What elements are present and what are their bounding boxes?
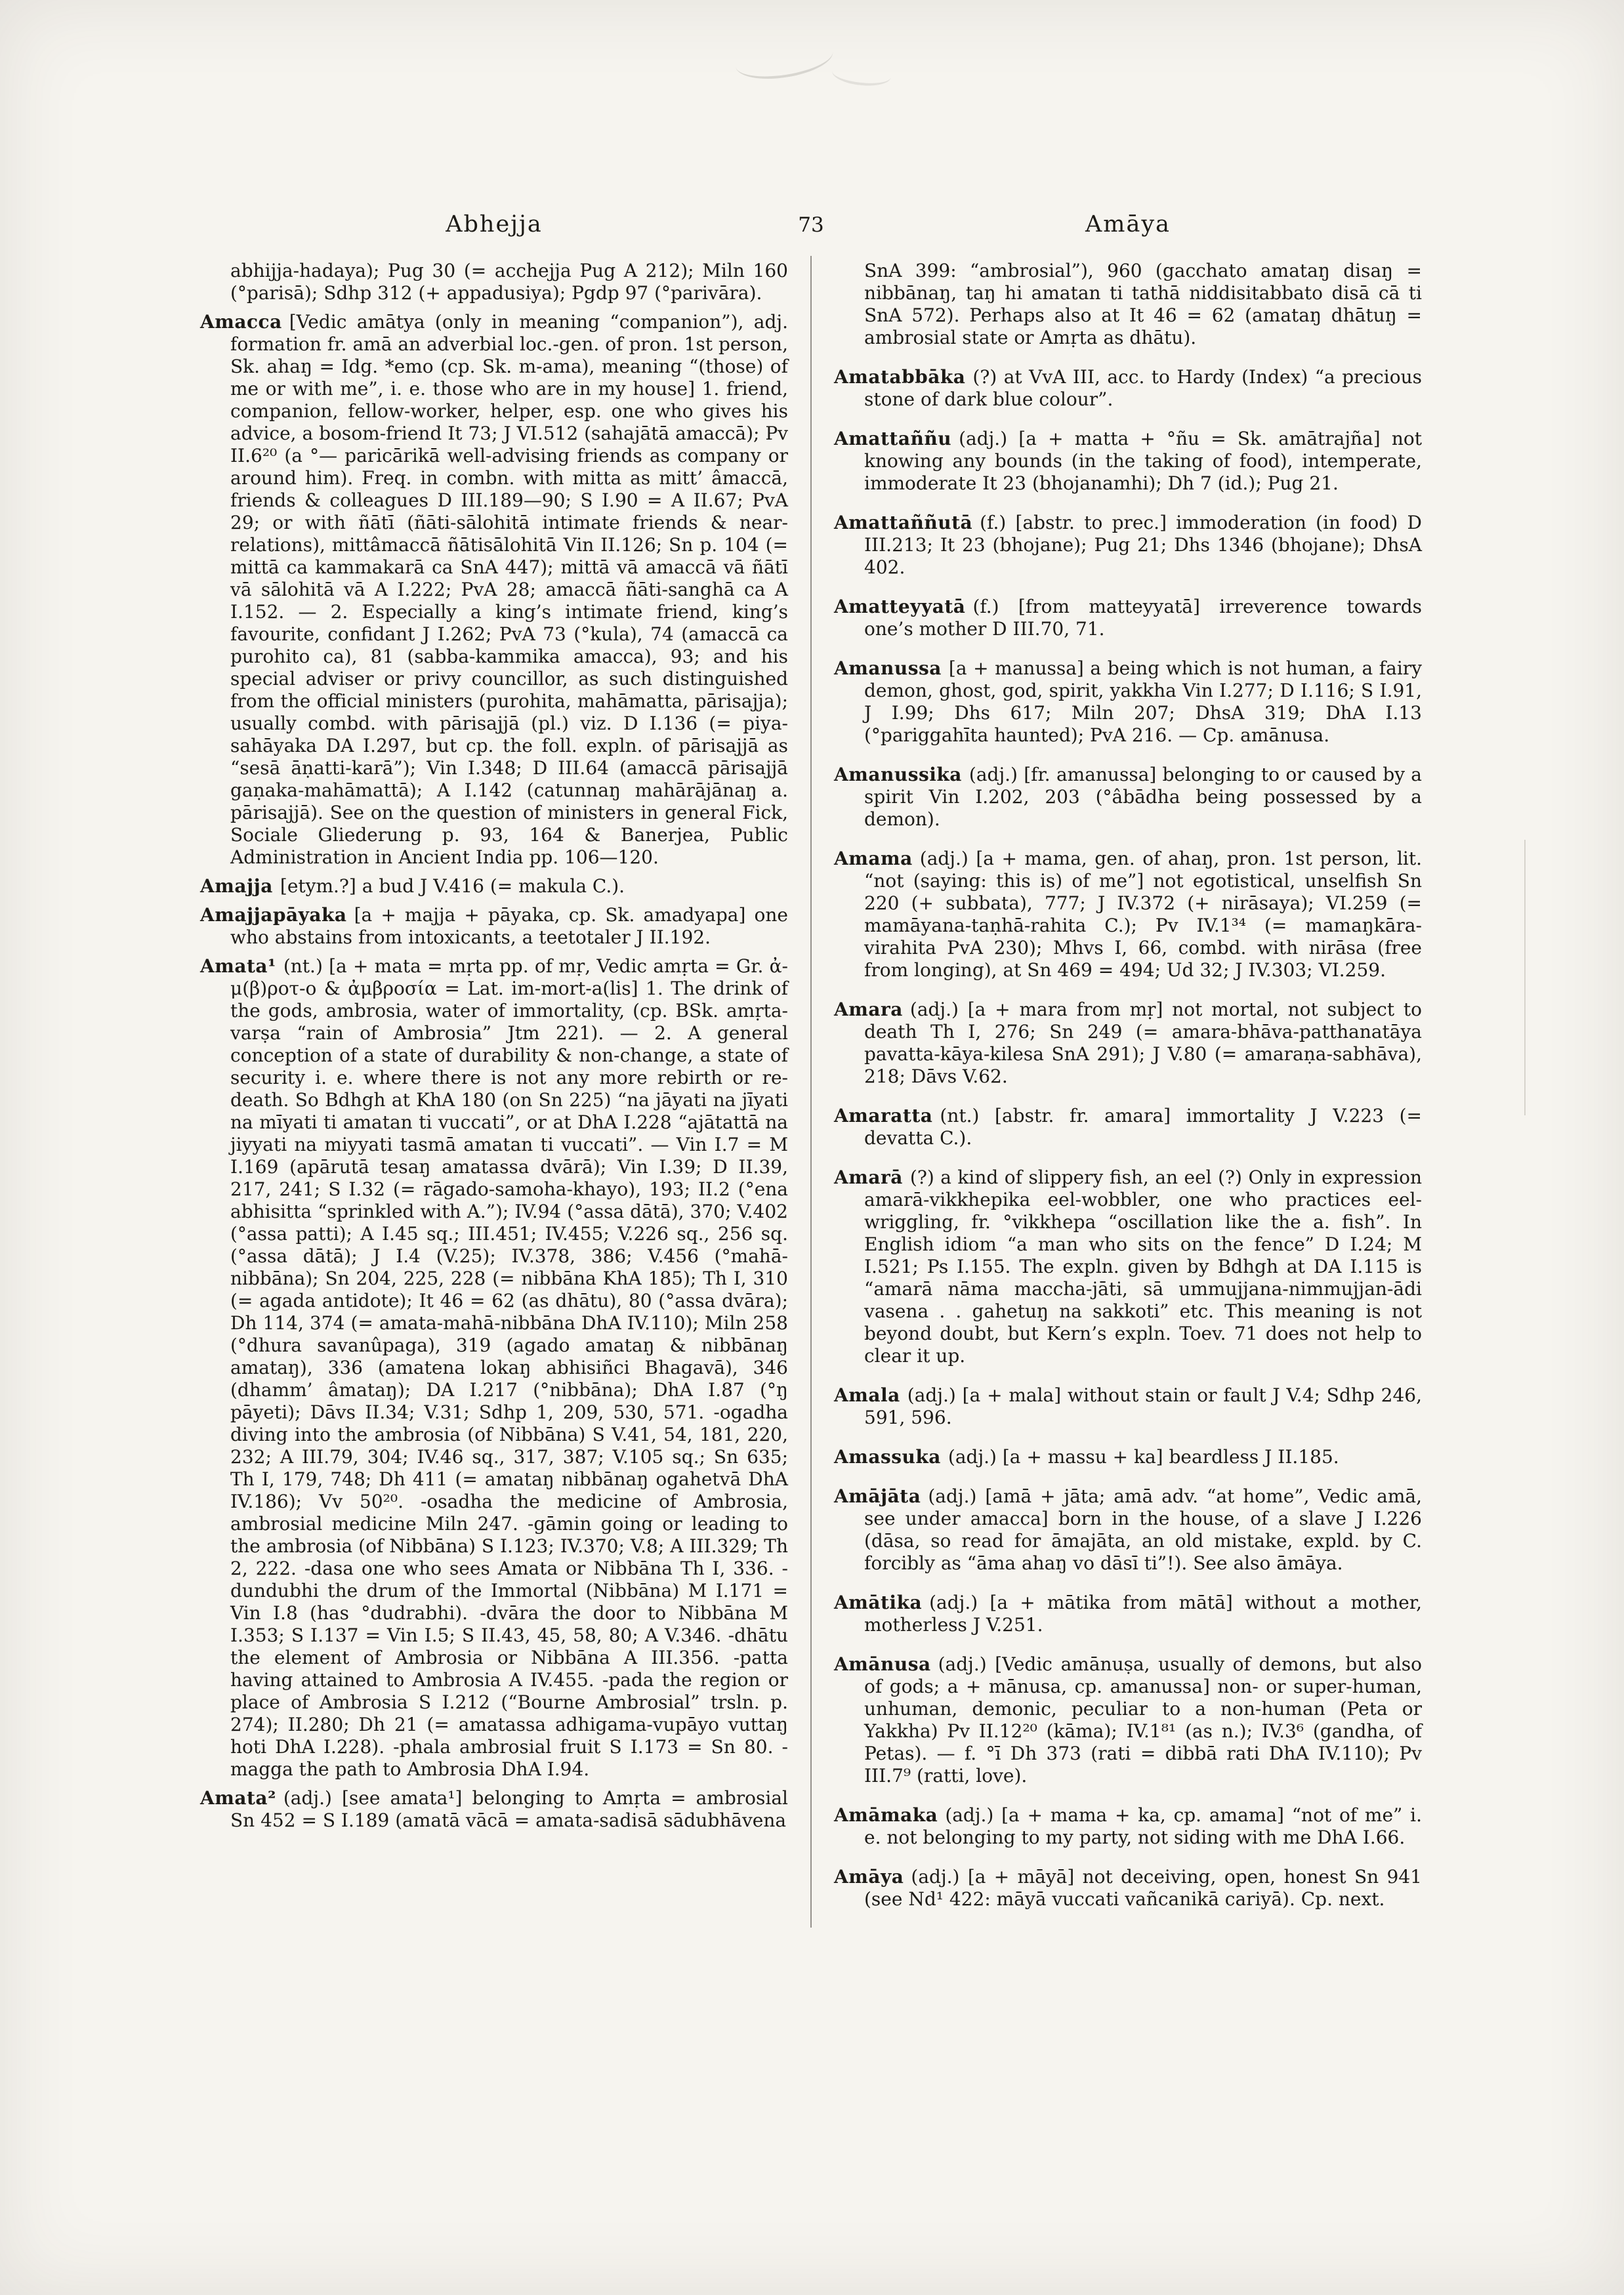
- entry-headword: Amānusa: [834, 1653, 931, 1675]
- dictionary-entry: [200, 260, 788, 304]
- entry-body: (adj.) [a + māyā] not deceiving, open, honest Sn 941 (see Nd¹ 422: māyā vuccati vañcanikā cariyā). Cp. next.: [864, 1866, 1422, 1910]
- entry-headword: Amala: [834, 1384, 900, 1406]
- dictionary-entry: [834, 1653, 1422, 1787]
- pencil-mark-artifact: [831, 60, 892, 88]
- entry-body: (adj.) [a + mama + ka, cp. amama] “not of me” i. e. not belonging to my party, not siding with me DhA I.66.: [864, 1804, 1422, 1848]
- entry-body: [a + manussa] a being which is not human, a fairy demon, ghost, god, spirit, yakkha Vin I.277; D I.116; S I.91, J I.99; Dhs 617; Miln 207; DhsA 319; DhA I.13 (°pariggahīta haunted); PvA 216. — Cp. amānusa.: [864, 657, 1422, 746]
- entry-body: (?) at VvA III, acc. to Hardy (Index) “a precious stone of dark blue colour”.: [864, 366, 1422, 410]
- entry-body: (nt.) [abstr. fr. amara] immortality J V.223 (= devatta C.).: [864, 1105, 1422, 1149]
- entry-headword: Amāmaka: [834, 1804, 938, 1826]
- entry-body: (adj.) [fr. amanussa] belonging to or caused by a spirit Vin I.202, 203 (°âbādha being possessed by a demon).: [864, 764, 1422, 830]
- pencil-mark-artifact: [733, 33, 836, 85]
- entry-headword: Amātika: [834, 1592, 923, 1613]
- entry-body: (f.) [abstr. to prec.] immoderation (in food) D III.213; It 23 (bhojane); Pug 21; Dhs 1346 (bhojane); DhsA 402.: [864, 512, 1422, 578]
- entry-headword: Amattaññu: [834, 428, 952, 449]
- entry-headword: Amajja: [200, 875, 273, 897]
- entry-body: [a + majja + pāyaka, cp. Sk. amadyapa] one who abstains from intoxicants, a teetotaler J II.192.: [230, 904, 788, 948]
- entry-headword: Amatabbāka: [834, 366, 966, 388]
- entry-headword: Amacca: [200, 311, 282, 333]
- dictionary-entry: [834, 848, 1422, 982]
- entry-body: (adj.) [see amata¹] belonging to Amṛta = ambrosial Sn 452 = S I.189 (amatā vācā = amata-sadisā sādubhāvena: [230, 1787, 788, 1831]
- column-right: [834, 260, 1422, 1928]
- dictionary-entry: [200, 904, 788, 949]
- column-left: [200, 260, 788, 1928]
- entry-body: (f.) [from matteyyatā] irreverence towards one’s mother D III.70, 71.: [864, 596, 1422, 640]
- columns: [200, 260, 1422, 1928]
- dictionary-entry: [834, 428, 1422, 495]
- dictionary-entry: [200, 311, 788, 869]
- entry-body: [Vedic amātya (only in meaning “companion”), adj. formation fr. amā an adverbial loc.-gen. of pron. 1st person, Sk. ahaŋ = Idg. *emo (cp. Sk. m-ama), meaning “(those) of me or with me”, i. e. those who are in my house] 1. friend, companion, fellow-worker, helper, esp. one who gives his advice, a bosom-friend It 73; J VI.512 (sahajātā amaccā); Pv II.6²⁰ (a °— paricārikā well-advising friends as company or around him). Freq. in combn. with mitta as mitt’ âmaccā, friends & colleagues D III.189—90; S I.90 = A II.67; PvA 29; or with ñātī (ñāti-sālohitā intimate friends & near-relations), mittâmaccā ñātisālohitā Vin II.126; Sn p. 104 (= mittā ca kammakarā ca SnA 447); mittā vā amaccā vā ñātī vā sālohitā vā A I.222; PvA 28; amaccā ñāti-sanghā ca A I.152. — 2. Especially a king’s intimate friend, king’s favourite, confidant J I.262; PvA 73 (°kula), 74 (amaccā ca purohito ca), 81 (sabba-kammika amacca), 93; and his special adviser or privy councillor, as such distinguished from the official ministers (purohita, mahāmatta, pārisajja); usually combd. with pārisajjā (pl.) viz. D I.136 (= piya-sahāyaka DA I.297, but cp. the foll. expln. of pārisajjā as “sesā āṇatti-karā”); Vin I.348; D III.64 (amaccā pārisajjā gaṇaka-mahāmattā); A I.142 (catunnaŋ mahārājānaŋ a. pārisajjā). See on the question of ministers in general Fick, Sociale Gliederung p. 93, 164 & Banerjea, Public Administration in Ancient India pp. 106—120.: [230, 311, 788, 868]
- entry-headword: Amanussa: [834, 657, 942, 679]
- entry-body: (adj.) [a + mama, gen. of ahaŋ, pron. 1st person, lit. “not (saying: this is) of me”] not egotistical, unselfish Sn 220 (+ subbata), 777; J IV.372 (+ nirāsaya); VI.259 (= mamāyana-taṇhā-rahita C.); Pv IV.1³⁴ (= mamaŋkāra-virahita PvA 230); Mhvs I, 66, combd. with nirāsa (free from longing), at Sn 469 = 494; Ud 32; J IV.303; VI.259.: [864, 848, 1422, 981]
- entry-body: (adj.) [a + mala] without stain or fault J V.4; Sdhp 246, 591, 596.: [864, 1384, 1422, 1428]
- entry-headword: Amama: [834, 848, 913, 869]
- dictionary-entry: [834, 1804, 1422, 1849]
- entry-body: (adj.) [amā + jāta; amā adv. “at home”, Vedic amā, see under amacca] born in the house, of a slave J I.226 (dāsa, so read for āmajāta, an old mistake, expld. by C. forcibly as “āma ahaŋ vo dāsī ti”!). See also āmāya.: [864, 1485, 1422, 1574]
- entry-body: (nt.) [a + mata = mṛta pp. of mṛ, Vedic amṛta = Gr. ἀ-μ(β)ροτ-ο & ἀμβροσία = Lat. im-mort-a(lis] 1. The drink of the gods, ambrosia, water of immortality, (cp. BSk. amṛta-varṣa “rain of Ambrosia” Jtm 221). — 2. A general conception of a state of durability & non-change, a state of security i. e. where there is not any more rebirth or re-death. So Bdhgh at KhA 180 (on Sn 225) “na jāyati na jīyati na mīyati ti amatan ti vuccati”, or at DhA I.228 “ajātattā na jiyyati na miyyati tasmā amatan ti vuccati”. — Vin I.7 = M I.169 (apārutā tesaŋ amatassa dvārā); Vin I.39; D II.39, 217, 241; S I.32 (= rāgado-samoha-khayo), 193; II.2 (°ena abhisitta “sprinkled with A.”); IV.94 (°assa dātā), 370; V.402 (°assa patti); A I.45 sq.; III.451; IV.455; V.226 sq., 256 sq. (°assa dātā); J I.4 (V.25); IV.378, 386; V.456 (°mahā-nibbāna); Sn 204, 225, 228 (= nibbāna KhA 185); Th I, 310 (= agada antidote); It 46 = 62 (as dhātu), 80 (°assa dvāra); Dh 114, 374 (= amata-mahā-nibbāna DhA IV.110); Miln 258 (°dhura savanûpaga), 319 (agado amataŋ & nibbānaŋ amataŋ), 336 (amatena lokaŋ abhisiñci Bhagavā), 346 (dhamm’ âmataŋ); DA I.217 (°nibbāna); DhA I.87 (°ŋ pāyeti); Dāvs II.34; V.31; Sdhp 1, 209, 530, 571. -ogadha diving into the ambrosia (of Nibbāna) S V.41, 54, 181, 220, 232; A III.79, 304; IV.46 sq., 317, 387; V.105 sq.; Sn 635; Th I, 179, 748; Dh 411 (= amataŋ nibbānaŋ ogahetvā DhA IV.186); Vv 50²⁰. -osadha the medicine of Ambrosia, ambrosial medicine Miln 247. -gāmin going or leading to the ambrosia (of Nibbāna) S I.123; IV.370; V.8; A III.329; Th 2, 222. -dasa one who sees Amata or Nibbāna Th I, 336. -dundubhi the drum of the Immortal (Nibbāna) M I.171 = Vin I.8 (has °dudrabhi). -dvāra the door to Nibbāna M I.353; S I.137 = Vin I.5; S II.43, 45, 58, 80; A V.346. -dhātu the element of Ambrosia or Nibbāna A III.356. -patta having attained to Ambrosia A IV.455. -pada the region or place of Ambrosia S I.212 (“Bourne Ambrosial” trsln. p. 274); II.280; Dh 21 (= amatassa adhigama-vupāyo vuttaŋ hoti DhA I.228). -phala ambrosial fruit S I.173 = Sn 80. -magga the path to Ambrosia DhA I.94.: [230, 955, 788, 1780]
- dictionary-entry: [834, 260, 1422, 349]
- entry-headword: Amattaññutā: [834, 512, 973, 533]
- header-left-word: Abhejja: [446, 211, 543, 238]
- dictionary-entry: [834, 657, 1422, 747]
- dictionary-entry: [200, 875, 788, 898]
- entry-body: SnA 399: “ambrosial”), 960 (gacchato amataŋ disaŋ = nibbānaŋ, taŋ hi amatan ti tathā niddisitabbato disā cā ti SnA 572). Perhaps also at It 46 = 62 (amataŋ dhātuŋ = ambrosial state or Amṛta as dhātu).: [864, 260, 1422, 348]
- entry-body: abhijja-hadaya); Pug 30 (= acchejja Pug A 212); Miln 160 (°parisā); Sdhp 312 (+ appadusiya); Pgdp 97 (°parivāra).: [230, 260, 788, 304]
- entry-headword: Amara: [834, 999, 903, 1020]
- text-block: [200, 211, 1422, 1928]
- entry-headword: Amajjapāyaka: [200, 904, 347, 926]
- entry-headword: Amassuka: [834, 1446, 941, 1468]
- entry-body: (adj.) [a + mara from mṛ] not mortal, not subject to death Th I, 276; Sn 249 (= amara-bhāva-patthanatāya pavatta-kāya-kilesa SnA 291); J V.80 (= amaraṇa-sabhāva), 218; Dāvs V.62.: [864, 999, 1422, 1087]
- dictionary-entry: [834, 1485, 1422, 1575]
- header-right-word: Amāya: [1085, 211, 1171, 238]
- entry-headword: Amarā: [834, 1167, 903, 1188]
- entry-headword: Amājāta: [834, 1485, 921, 1507]
- dictionary-entry: [200, 955, 788, 1781]
- dictionary-entry: [834, 764, 1422, 831]
- dictionary-entry: [834, 1866, 1422, 1911]
- entry-headword: Amanussika: [834, 764, 962, 785]
- entry-body: [etym.?] a bud J V.416 (= makula C.).: [280, 875, 625, 897]
- dictionary-entry: [834, 1384, 1422, 1429]
- dictionary-entry: [834, 1105, 1422, 1149]
- entry-headword: Amaratta: [834, 1105, 933, 1127]
- entry-headword: Amatteyyatā: [834, 596, 966, 617]
- entry-body: (adj.) [a + massu + ka] beardless J II.185.: [947, 1446, 1339, 1468]
- entry-body: (adj.) [Vedic amānuṣa, usually of demons, but also of gods; a + mānusa, cp. amanussa] non- or super-human, unhuman, demonic, peculiar to a non-human (Peta or Yakkha) Pv II.12²⁰ (kāma); IV.1⁸¹ (as n.); IV.3⁶ (gandha, of Petas). — f. °ī Dh 373 (rati = dibbā rati DhA IV.110); Pv III.7⁹ (ratti, love).: [864, 1653, 1422, 1787]
- entry-body: (adj.) [a + mātika from mātā] without a mother, motherless J V.251.: [864, 1592, 1422, 1636]
- dictionary-entry: [200, 1787, 788, 1832]
- dictionary-entry: [834, 596, 1422, 640]
- dictionary-entry: [834, 999, 1422, 1088]
- entry-body: (adj.) [a + matta + °ñu = Sk. amātrajña] not knowing any bounds (in the taking of food), intemperate, immoderate It 23 (bhojanamhi); Dh 7 (id.); Pug 21.: [864, 428, 1422, 494]
- dictionary-entry: [834, 366, 1422, 411]
- dictionary-entry: [834, 512, 1422, 579]
- dictionary-entry: [834, 1446, 1422, 1468]
- dictionary-entry: [834, 1167, 1422, 1367]
- page-number: 73: [798, 213, 824, 237]
- page-header: [200, 211, 1422, 238]
- column-divider: [810, 256, 812, 1928]
- dictionary-entry: [834, 1592, 1422, 1636]
- entry-headword: Amata²: [200, 1787, 276, 1809]
- scan-edge-artifact: [1524, 840, 1526, 1115]
- entry-headword: Amāya: [834, 1866, 904, 1888]
- entry-headword: Amata¹: [200, 955, 276, 977]
- entry-body: (?) a kind of slippery fish, an eel (?) Only in expression amarā-vikkhepika eel-wobbler, one who practices eel-wriggling, fr. °vikkhepa “oscillation like the a. fish”. In English idiom “a man who sits on the fence” D I.24; M I.521; Ps I.155. The expln. given by Bdhgh at DA I.115 is “amarā nāma maccha-jāti, sā ummujjana-nimmujjan-ādi vasena . . gahetuŋ na sakkoti” etc. This meaning is not beyond doubt, but Kern’s expln. Toev. 71 does not help to clear it up.: [864, 1167, 1422, 1367]
